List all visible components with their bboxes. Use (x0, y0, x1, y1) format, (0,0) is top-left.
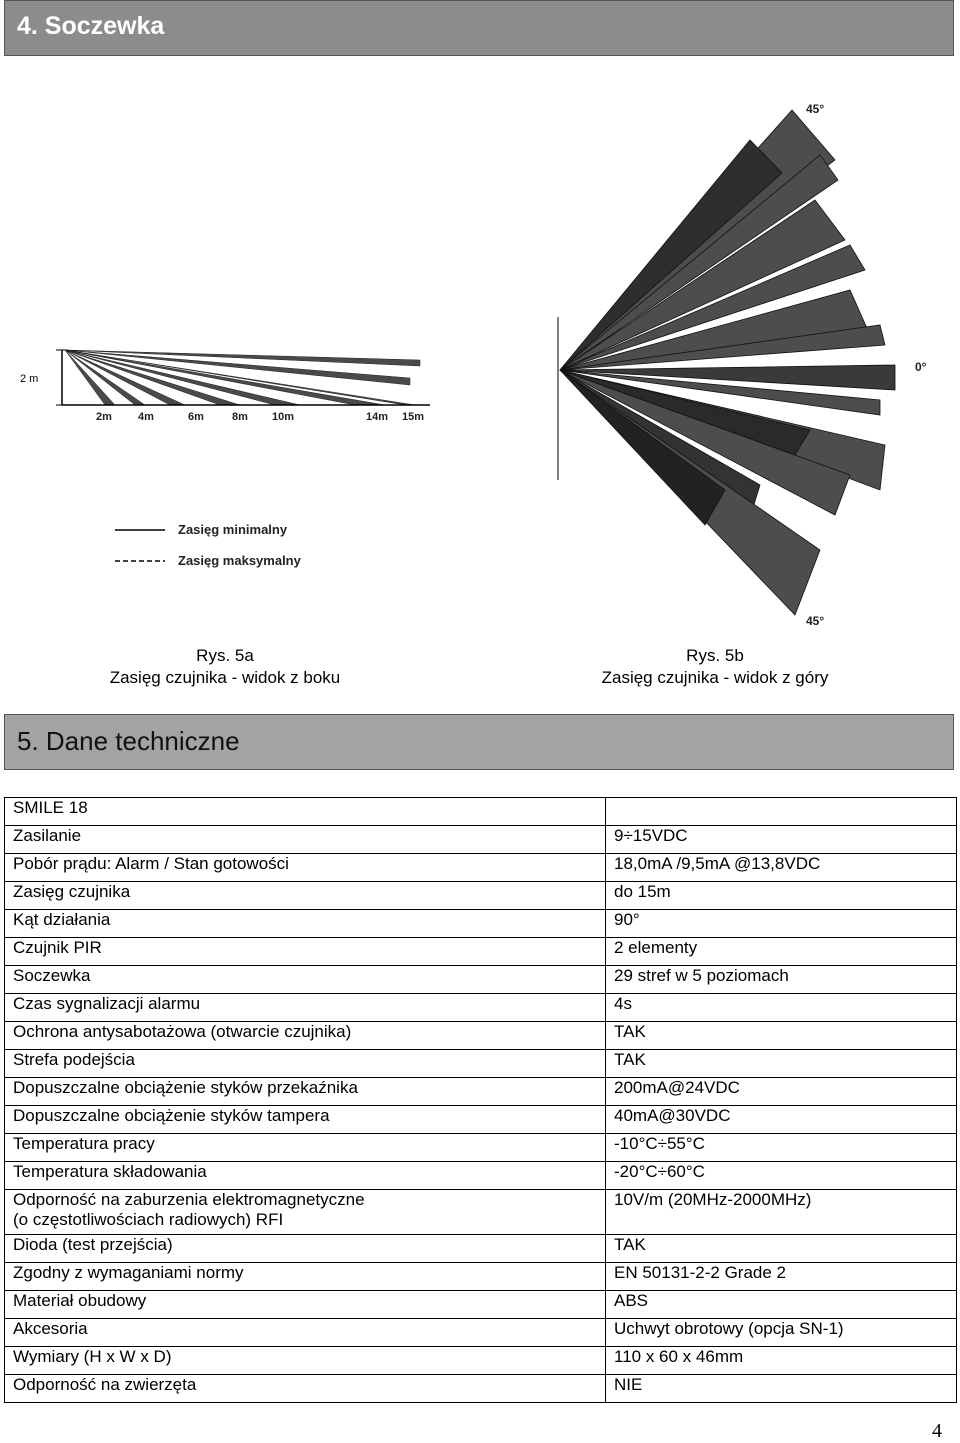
spec-key (5, 1190, 606, 1235)
distance-label: 6m (188, 411, 204, 423)
angle-label-mid: 0° (915, 360, 927, 374)
spec-value: TAK (606, 1235, 957, 1263)
spec-value: TAK (606, 1050, 957, 1078)
table-row (5, 1375, 957, 1403)
page-number: 4 (932, 1420, 942, 1442)
spec-key: Dioda (test przejścia) (5, 1235, 606, 1263)
table-row (5, 1347, 957, 1375)
table-row (5, 1106, 957, 1134)
spec-value: NIE (606, 1375, 957, 1403)
table-row (5, 1235, 957, 1263)
legend-min-label: Zasięg minimalny (178, 522, 288, 537)
spec-key: Temperatura pracy (5, 1134, 606, 1162)
spec-key: Strefa podejścia (5, 1050, 606, 1078)
spec-value: EN 50131-2-2 Grade 2 (606, 1263, 957, 1291)
spec-value: 29 stref w 5 poziomach (606, 966, 957, 994)
spec-key: Temperatura składowania (5, 1162, 606, 1190)
table-row (5, 1134, 957, 1162)
table-row (5, 1190, 957, 1235)
distance-label: 14m (366, 411, 389, 423)
section-4-header (4, 0, 954, 56)
caption-5b-number: Rys. 5b (686, 646, 744, 665)
section-5-header (4, 714, 954, 770)
angle-label-bottom: 45° (806, 614, 825, 628)
spec-key: Wymiary (H x W x D) (5, 1347, 606, 1375)
caption-5a-text: Zasięg czujnika - widok z boku (109, 668, 341, 687)
table-row (5, 1078, 957, 1106)
table-row (5, 854, 957, 882)
spec-value: do 15m (606, 882, 957, 910)
distance-label: 4m (138, 411, 154, 423)
spec-key: Zasięg czujnika (5, 882, 606, 910)
table-row (5, 1162, 957, 1190)
distance-label: 15m (402, 411, 425, 423)
section-5-title: 5. Dane techniczne (17, 726, 240, 756)
top-view-diagram (550, 95, 950, 635)
table-row (5, 938, 957, 966)
table-row (5, 910, 957, 938)
spec-value: 110 x 60 x 46mm (606, 1347, 957, 1375)
caption-5b-text: Zasięg czujnika - widok z góry (601, 668, 829, 687)
spec-value: 9÷15VDC (606, 826, 957, 854)
spec-table (4, 797, 957, 1403)
spec-value: 10V/m (20MHz-2000MHz) (606, 1190, 957, 1235)
spec-key: Materiał obudowy (5, 1291, 606, 1319)
distance-label: 8m (232, 411, 248, 423)
table-row (5, 994, 957, 1022)
spec-key: Zasilanie (5, 826, 606, 854)
table-row (5, 1319, 957, 1347)
spec-key-line1: Odporność na zaburzenia elektromagnetyczne (13, 1190, 365, 1209)
table-header-row (5, 798, 957, 826)
spec-key: Dopuszczalne obciążenie styków tampera (5, 1106, 606, 1134)
spec-key: Ochrona antysabotażowa (otwarcie czujnika) (5, 1022, 606, 1050)
spec-key: Dopuszczalne obciążenie styków przekaźnika (5, 1078, 606, 1106)
caption-5a (80, 645, 370, 689)
range-legend (110, 518, 340, 573)
spec-key: Zgodny z wymaganiami normy (5, 1263, 606, 1291)
spec-key: Odporność na zwierzęta (5, 1375, 606, 1403)
spec-value: 40mA@30VDC (606, 1106, 957, 1134)
spec-value: 18,0mA /9,5mA @13,8VDC (606, 854, 957, 882)
table-row (5, 1050, 957, 1078)
spec-header: SMILE 18 (5, 798, 606, 826)
height-label: 2 m (20, 373, 39, 385)
angle-label-top: 45° (806, 102, 825, 116)
table-row (5, 882, 957, 910)
table-row (5, 826, 957, 854)
spec-value: ABS (606, 1291, 957, 1319)
caption-5b (560, 645, 870, 689)
section-4-title: 4. Soczewka (17, 12, 165, 40)
table-row (5, 966, 957, 994)
distance-label: 2m (96, 411, 112, 423)
spec-value: Uchwyt obrotowy (opcja SN-1) (606, 1319, 957, 1347)
table-row (5, 1291, 957, 1319)
spec-key: Akcesoria (5, 1319, 606, 1347)
spec-value: 90° (606, 910, 957, 938)
spec-value: 2 elementy (606, 938, 957, 966)
spec-value: 200mA@24VDC (606, 1078, 957, 1106)
spec-key: Pobór prądu: Alarm / Stan gotowości (5, 854, 606, 882)
distance-label: 10m (272, 411, 295, 423)
table-row (5, 1022, 957, 1050)
spec-value: -20°C÷60°C (606, 1162, 957, 1190)
spec-key: Czujnik PIR (5, 938, 606, 966)
side-view-diagram (10, 330, 440, 430)
spec-header-empty (606, 798, 957, 826)
spec-value: TAK (606, 1022, 957, 1050)
legend-max-label: Zasięg maksymalny (178, 553, 301, 568)
spec-value: 4s (606, 994, 957, 1022)
caption-5a-number: Rys. 5a (196, 646, 254, 665)
spec-value: -10°C÷55°C (606, 1134, 957, 1162)
spec-key-line2: (o częstotliwościach radiowych) RFI (13, 1210, 284, 1229)
table-row (5, 1263, 957, 1291)
spec-key: Soczewka (5, 966, 606, 994)
spec-key: Kąt działania (5, 910, 606, 938)
spec-key: Czas sygnalizacji alarmu (5, 994, 606, 1022)
